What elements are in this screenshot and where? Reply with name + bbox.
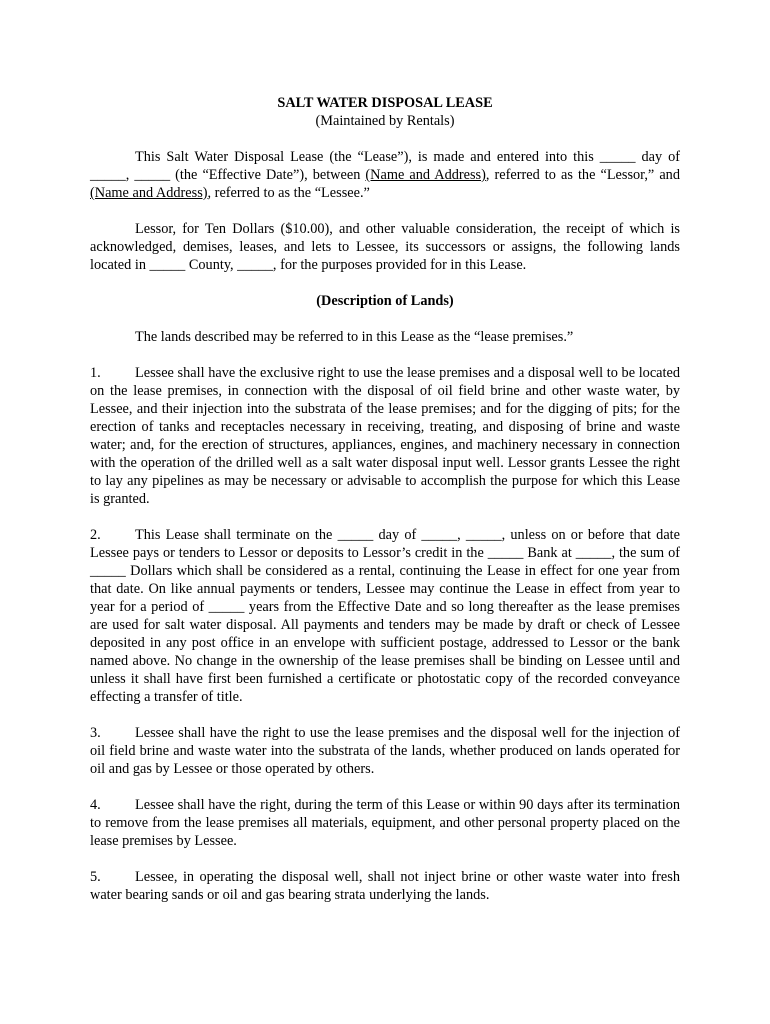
document-page [90, 94, 680, 922]
section-2 [90, 526, 680, 706]
lands-paragraph: The lands described may be referred to in this Lease as the “lease premises.” [135, 329, 574, 345]
section-text: Lessee, in operating the disposal well, shall not inject brine or other waste water into fresh water bearing sands or oil and gas bearing strata underlying the lands. [90, 869, 680, 903]
intro-text-2: , referred to as the “Lessor,” and [485, 167, 680, 183]
section-text: This Lease shall terminate on the _____ day of _____, _____, unless on or before that date Lessee pays or tenders to Lessor or deposits to Lessor’s credit in the _____ Bank at _____, the sum of _____ Dollars which shall be considered as a rental, continuing the Lease in effect for one year from that date. On like annual payments or tenders, Lessee may continue the Lease in effect from year to year for a period of _____ years from the Effective Date and so long thereafter as the lease premises are used for salt water disposal. All payments and tenders may be made by draft or check of Lessee deposited in any post office in an envelope with sufficient postage, addressed to Lessor or the bank named above. No change in the ownership of the lease premises shall be binding on Lessee until and unless it shall have first been furnished a certificate or photostatic copy of the recorded conveyance effecting a transfer of title. [90, 527, 680, 705]
intro-text-3: , referred to as the “Lessee.” [207, 185, 370, 201]
section-5 [90, 868, 680, 904]
lessor-name-address: (Name and Address) [365, 167, 486, 183]
grant-paragraph: Lessor, for Ten Dollars ($10.00), and other valuable consideration, the receipt of which is acknowledged, demises, leases, and lets to Lessee, its successors or assigns, the following lands located in _____ County, _____, for the purposes provided for in this Lease. [90, 221, 680, 273]
section-number: 2. [90, 527, 101, 543]
document-title: SALT WATER DISPOSAL LEASE [277, 95, 493, 111]
section-text: Lessee shall have the exclusive right to use the lease premises and a disposal well to be located on the lease premises, in connection with the disposal of oil field brine and other waste water, by Lessee, and their injection into the substrata of the lease premises; and for the digging of pits; for the erection of tanks and receptacles necessary in receiving, treating, and disposing of brine and waste water; and, for the erection of structures, appliances, engines, and machinery necessary in connection with the operation of the drilled well as a salt water disposal input well. Lessor grants Lessee the right to lay any pipelines as may be necessary or advisable to accomplish the purpose for which this Lease is granted. [90, 365, 680, 507]
section-4 [90, 796, 680, 850]
section-number: 1. [90, 365, 101, 381]
intro-text-1: This Salt Water Disposal Lease (the “Lease”), is made and entered into this _____ day of _____, _____ (the “Effective Date”), between [90, 149, 680, 183]
section-1 [90, 364, 680, 508]
intro-paragraph [90, 148, 680, 202]
section-text: Lessee shall have the right to use the lease premises and the disposal well for the injection of oil field brine and waste water into the substrata of the lands, whether produced on lands operated for oil and gas by Lessee or those operated by others. [90, 725, 680, 777]
lessee-name-address: (Name and Address) [90, 185, 208, 201]
section-number: 3. [90, 725, 101, 741]
section-number: 4. [90, 797, 101, 813]
document-subtitle: (Maintained by Rentals) [315, 113, 455, 129]
description-heading: (Description of Lands) [316, 293, 454, 309]
section-text: Lessee shall have the right, during the term of this Lease or within 90 days after its termination to remove from the lease premises all materials, equipment, and other personal property placed on the lease premises by Lessee. [90, 797, 680, 849]
section-3 [90, 724, 680, 778]
section-number: 5. [90, 869, 101, 885]
